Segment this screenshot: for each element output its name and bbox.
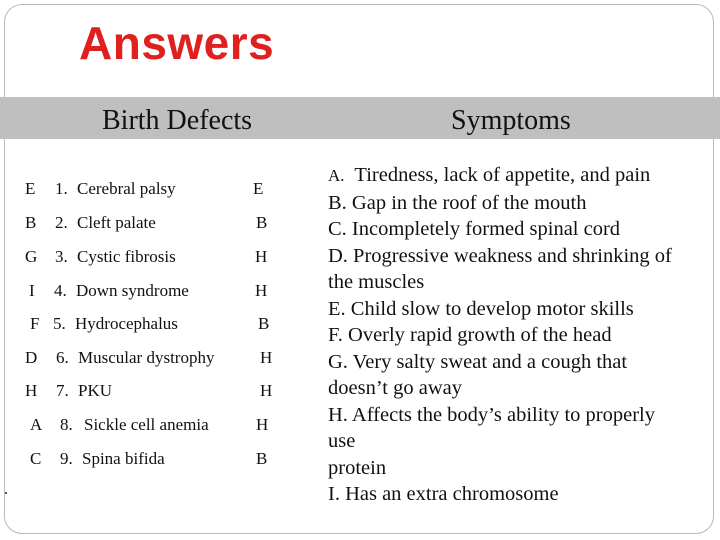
defect-number: 9. [60,449,73,468]
defect-name: Down syndrome [76,281,189,300]
defect-number: 2. [55,213,68,232]
symptom-line [328,162,713,190]
defect-row [0,410,300,440]
page-title: Answers [79,17,275,69]
answer-key: H [255,247,268,266]
defect-name: Cerebral palsy [77,179,176,198]
defect-row [0,376,300,406]
symptom-line: doesn’t go away [328,377,462,399]
column-header-symptoms: Symptoms [451,105,571,136]
answer-key: H [260,381,273,400]
student-answer: I [29,281,35,300]
answer-key: B [256,449,268,468]
symptom-line: E. Child slow to develop motor skills [328,297,634,320]
answer-key: H [260,348,273,367]
defect-name: PKU [78,381,113,400]
symptom-line: H. Affects the body’s ability to properly [328,403,655,426]
answer-key: B [256,213,268,232]
student-answer: G [25,247,38,266]
answer-key: B [258,314,270,333]
defect-name: Muscular dystrophy [78,348,215,367]
student-answer: A [30,415,43,434]
defect-row [0,276,300,306]
defect-name: Sickle cell anemia [84,415,209,434]
defect-name: Cleft palate [77,213,156,232]
defect-row [0,208,300,238]
symptom-line: I. Has an extra chromosome [328,483,559,505]
symptom-line: G. Very salty sweat and a cough that [328,350,628,373]
student-answer: F [30,314,40,333]
defect-name: Spina bifida [82,449,165,468]
student-answer: H [25,381,38,400]
defect-row [0,343,300,373]
student-answer: E [25,179,36,198]
defect-row [0,309,300,339]
defect-row [0,174,300,204]
column-header-birth-defects: Birth Defects [102,105,253,136]
symptoms-list [328,162,713,508]
symptom-text: Tiredness, lack of appetite, and pain [354,164,651,186]
defect-number: 8. [60,415,73,434]
defect-number: 7. [56,381,69,400]
symptom-line: F. Overly rapid growth of the head [328,324,612,346]
defect-number: 4. [54,281,67,300]
defect-row [0,242,300,272]
student-answer: B [25,213,37,232]
defect-name: Hydrocephalus [75,314,178,333]
symptom-line: protein [328,456,387,479]
answer-key: E [253,179,264,198]
symptom-line: C. Incompletely formed spinal cord [328,218,621,240]
student-answer: D [25,348,38,367]
symptom-line: D. Progressive weakness and shrinking of [328,244,672,267]
defect-number: 5. [53,314,66,333]
answer-key: H [255,281,268,300]
defect-number: 3. [55,247,68,266]
defect-number: 1. [55,179,68,198]
defect-name: Cystic fibrosis [77,247,176,266]
symptom-line: use [328,430,356,452]
symptom-letter: A. [328,166,345,185]
defect-number: 6. [56,348,69,367]
stray-mark [5,492,7,494]
symptom-line: B. Gap in the roof of the mouth [328,191,587,214]
student-answer: C [30,449,42,468]
symptom-line: the muscles [328,271,425,293]
defect-row [0,444,300,474]
answer-key: H [256,415,269,434]
